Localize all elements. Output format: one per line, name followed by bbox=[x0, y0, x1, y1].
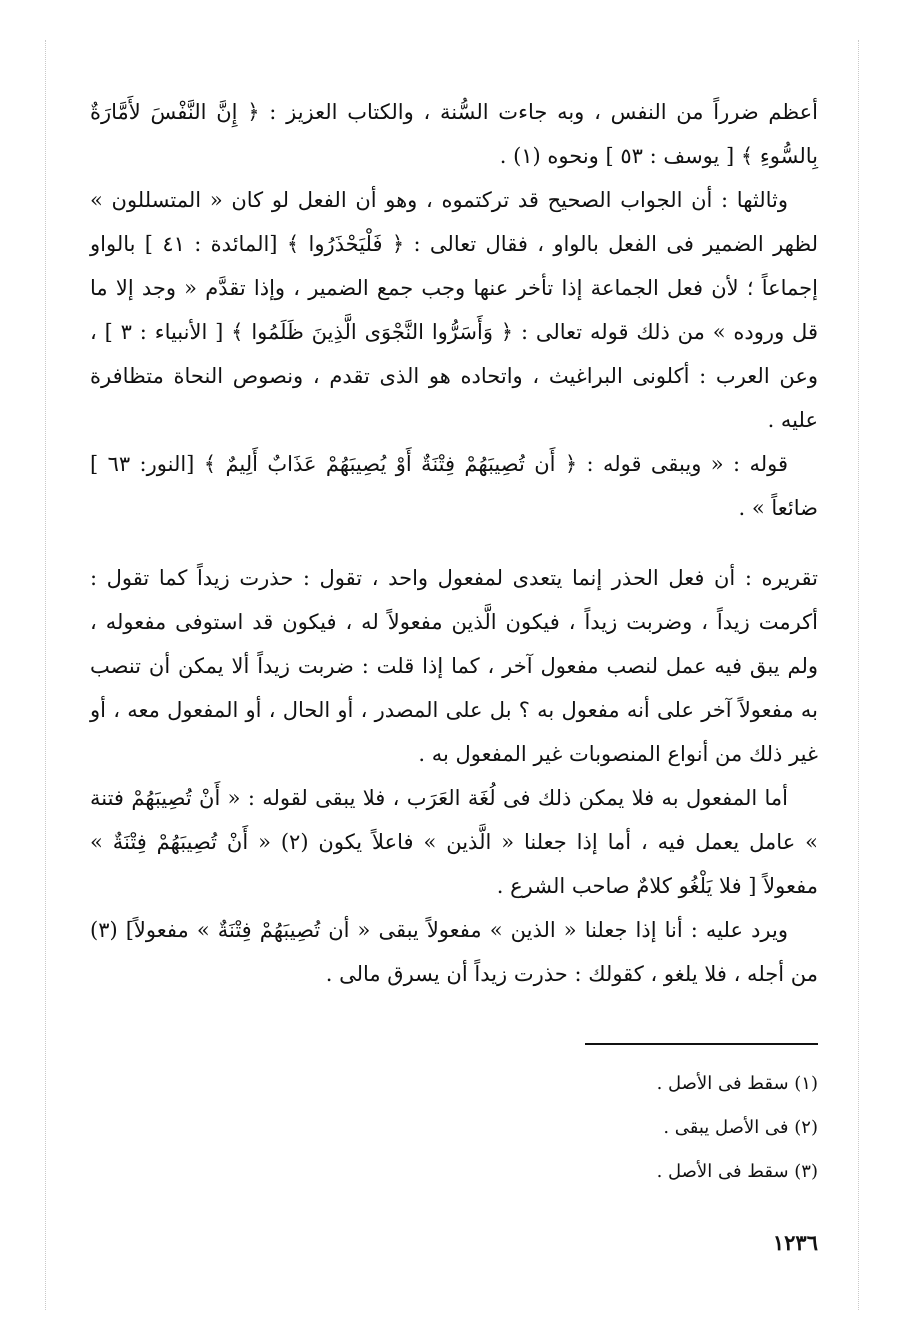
paragraph-5: أما المفعول به فلا يمكن ذلك فى لُغَة العَرَب ، فلا يبقى لقوله : « أَنْ تُصِيبَهُمْ فتنة » عامل يعمل فيه ، أما إذا جعلنا « الَّذين » فاعلاً يكون (٢) « أَنْ تُصِيبَهُمْ فِتْنَةٌ » مفعولاً [ فلا يَلْغُو كلامٌ صاحب الشرع . bbox=[90, 786, 818, 898]
page-body bbox=[90, 90, 818, 996]
paragraph-2: وثالثها : أن الجواب الصحيح قد تركتموه ، وهو أن الفعل لو كان « المتسللون » لظهر الضمير فى الفعل بالواو ، فقال تعالى : ﴿ فَلْيَحْذَرُوا ﴾ [المائدة : ٤١ ] بالواو إجماعاً ؛ لأن فعل الجماعة إذا تأخر عنها وجب جمع الضمير ، وإذا تقدَّم « وجد إلا ما قل وروده » من ذلك قوله تعالى : ﴿ وَأَسَرُّوا النَّجْوَى الَّذِينَ ظَلَمُوا ﴾ [ الأنبياء : ٣ ] ، وعن العرب : أكلونى البراغيث ، واتحاده هو الذى تقدم ، ونصوص النحاة متظافرة عليه . bbox=[90, 188, 819, 432]
footnotes bbox=[418, 1062, 818, 1194]
footnote-1: (١) سقط فى الأصل . bbox=[656, 1073, 818, 1094]
margin-guide-right bbox=[858, 40, 859, 1310]
paragraph-gap bbox=[90, 530, 818, 556]
paragraph-6: ويرد عليه : أنا إذا جعلنا « الذين » مفعولاً يبقى « أن تُصِيبَهُمْ فِتْنَةٌ » مفعولاً] (٣) من أجله ، فلا يلغو ، كقولك : حذرت زيداً أن يسرق مالى . bbox=[90, 918, 818, 986]
footnote-2: (٢) فى الأصل يبقى . bbox=[663, 1117, 818, 1138]
paragraph-1: أعظم ضرراً من النفس ، وبه جاءت السُّنة ، والكتاب العزيز : ﴿ إِنَّ النَّفْسَ لأَمَّارَةٌ بِالسُّوءِ ﴾ [ يوسف : ٥٣ ] ونحوه (١) . bbox=[90, 100, 818, 168]
page-number: ١٢٣٦ bbox=[772, 1230, 818, 1255]
paragraph-3: قوله : « ويبقى قوله : ﴿ أَن تُصِيبَهُمْ فِتْنَةٌ أَوْ يُصِيبَهُمْ عَذَابٌ أَلِيمٌ ﴾ [النور: ٦٣ ] ضائعاً » . bbox=[90, 452, 818, 520]
footnote-3: (٣) سقط فى الأصل . bbox=[656, 1161, 818, 1182]
paragraph-4: تقريره : أن فعل الحذر إنما يتعدى لمفعول واحد ، تقول : حذرت زيداً كما تقول : أكرمت زيداً ، وضربت زيداً ، فيكون الَّذين مفعولاً له ، فيكون قد استوفى مفعوله ، ولم يبق فيه عمل لنصب مفعول آخر ، كما إذا قلت : ضربت زيداً ألا يمكن أن تنصب به مفعولاً آخر على أنه مفعول به ؟ بل على المصدر ، أو الحال ، أو المفعول معه ، أو غير ذلك من أنواع المنصوبات غير المفعول به . bbox=[90, 566, 818, 766]
footnote-separator bbox=[585, 1043, 818, 1045]
margin-guide-left bbox=[45, 40, 46, 1310]
